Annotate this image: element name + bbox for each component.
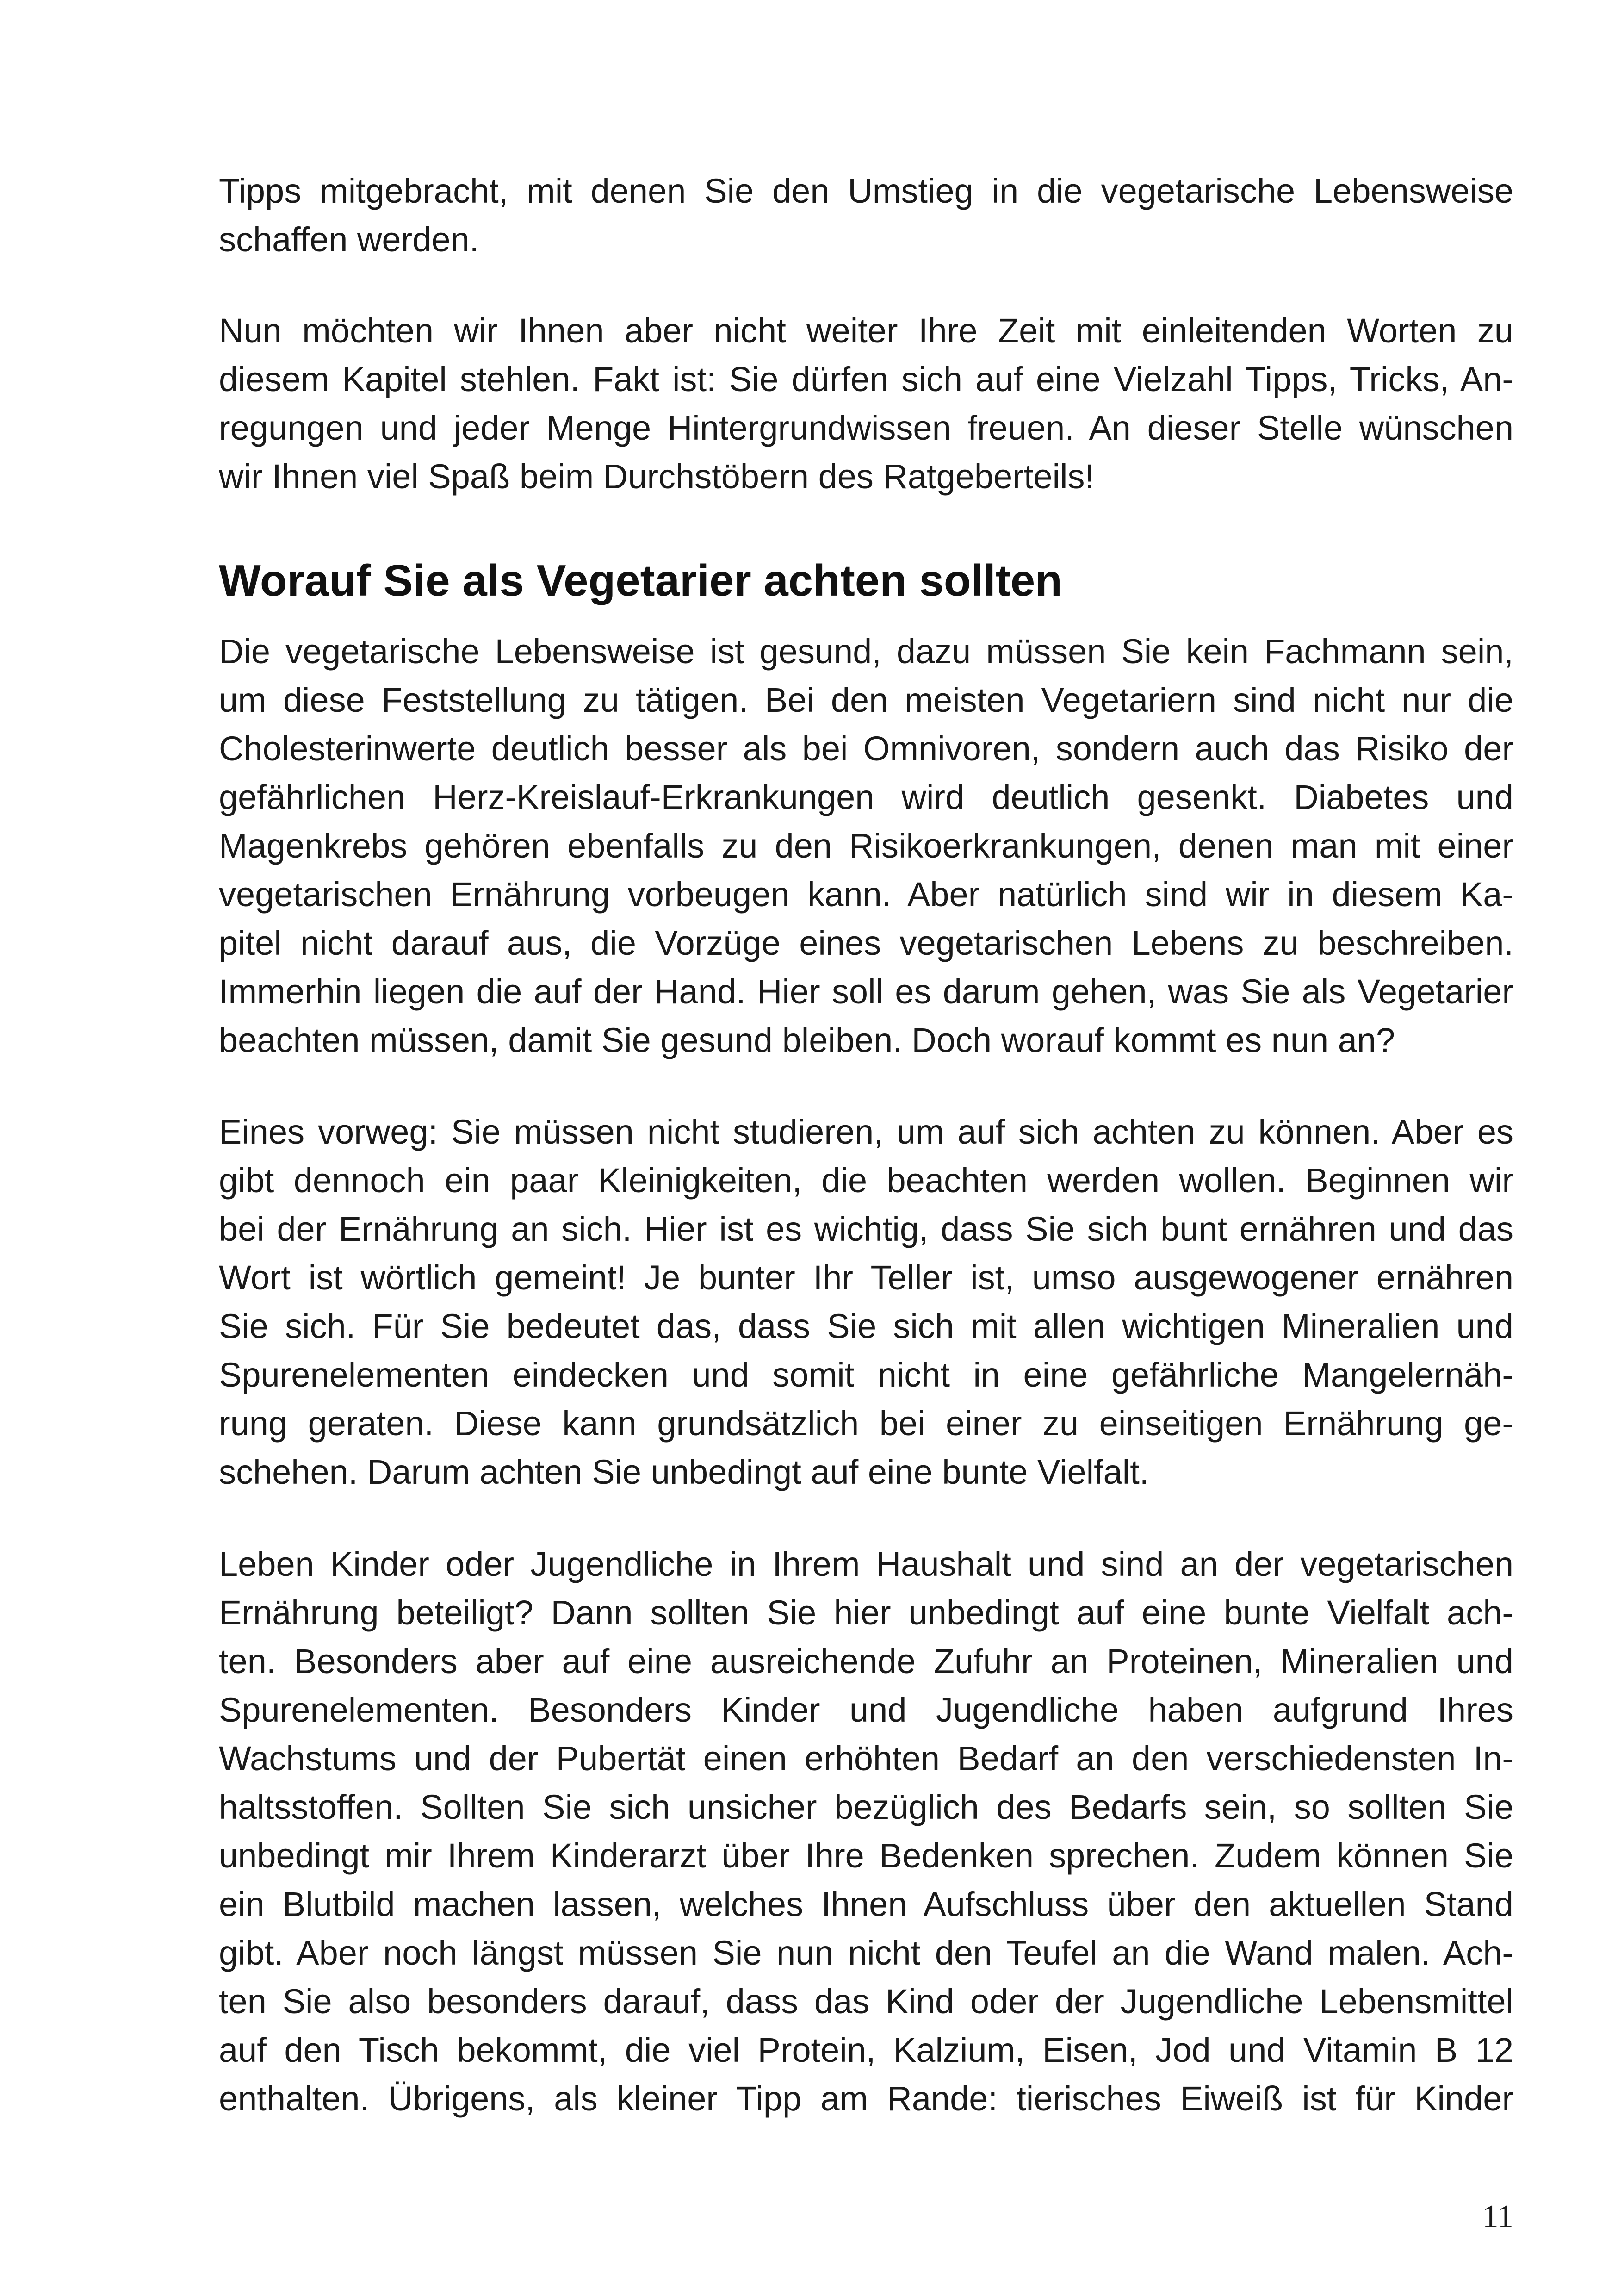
text-line: vegetarischen Ernährung vorbeugen kann. Aber natürlich sind wir in diesem Ka- [219,875,1513,914]
text-line: Leben Kinder oder Jugendliche in Ihrem Haushalt und sind an der vegetarischen [219,1545,1513,1583]
text-line: Ernährung beteiligt? Dann sollten Sie hier unbedingt auf eine bunte Vielfalt ach- [219,1593,1513,1632]
text-line: Immerhin liegen die auf der Hand. Hier soll es darum gehen, was Sie als Vegetarier [219,972,1513,1011]
text-line: schaffen werden. [219,220,479,259]
text-line: Sie sich. Für Sie bedeutet das, dass Sie sich mit allen wichtigen Mineralien und [219,1307,1513,1345]
text-line: gefährlichen Herz-Kreislauf-Erkrankungen wird deutlich gesenkt. Diabetes und [219,778,1513,816]
text-line: pitel nicht darauf aus, die Vorzüge eines vegetarischen Lebens zu beschreiben. [219,924,1513,962]
text-line: Nun möchten wir Ihnen aber nicht weiter Ihre Zeit mit einleitenden Worten zu [219,311,1513,350]
text-line: um diese Feststellung zu tätigen. Bei den meisten Vegetariern sind nicht nur die [219,681,1513,719]
text-line: schehen. Darum achten Sie unbedingt auf eine bunte Vielfalt. [219,1453,1149,1491]
text-line: Wachstums und der Pubertät einen erhöhten Bedarf an den verschiedensten In- [219,1739,1513,1778]
text-line: beachten müssen, damit Sie gesund bleiben. Doch worauf kommt es nun an? [219,1021,1395,1059]
text-line: ten. Besonders aber auf eine ausreichende Zufuhr an Proteinen, Mineralien und [219,1642,1513,1680]
text-line: Spurenelementen. Besonders Kinder und Jugendliche haben aufgrund Ihres [219,1691,1513,1729]
page-number: 11 [1482,2199,1513,2234]
text-line: haltsstoffen. Sollten Sie sich unsicher bezüglich des Bedarfs sein, so sollten Sie [219,1788,1513,1826]
text-line: rung geraten. Diese kann grundsätzlich bei einer zu einseitigen Ernährung ge- [219,1404,1513,1443]
text-line: gibt dennoch ein paar Kleinigkeiten, die beachten werden wollen. Beginnen wir [219,1161,1513,1200]
text-line: Eines vorweg: Sie müssen nicht studieren, um auf sich achten zu können. Aber es [219,1113,1513,1151]
text-line: auf den Tisch bekommt, die viel Protein, Kalzium, Eisen, Jod und Vitamin B 12 [219,2031,1513,2069]
text-line: Cholesterinwerte deutlich besser als bei Omnivoren, sondern auch das Risiko der [219,729,1513,768]
section-heading: Worauf Sie als Vegetarier achten sollten [219,556,1062,605]
paragraph-intro-continuation [219,167,1513,264]
text-line: wir Ihnen viel Spaß beim Durchstöbern des Ratgeberteils! [219,457,1095,496]
text-line: enthalten. Übrigens, als kleiner Tipp am Rande: tierisches Eiweiß ist für Kinder [219,2079,1513,2118]
text-line: ten Sie also besonders darauf, dass das Kind oder der Jugendliche Lebensmittel [219,1982,1513,2021]
text-line: Wort ist wörtlich gemeint! Je bunter Ihr Teller ist, umso ausgewogener ernähren [219,1258,1513,1297]
text-line: gibt. Aber noch längst müssen Sie nun nicht den Teufel an die Wand malen. Ach- [219,1934,1513,1972]
text-line: Die vegetarische Lebensweise ist gesund, dazu müssen Sie kein Fachmann sein, [219,632,1513,671]
paragraph-balanced-diet [219,1108,1513,1496]
text-line: regungen und jeder Menge Hintergrundwissen freuen. An dieser Stelle wünschen [219,409,1513,447]
text-line: Tipps mitgebracht, mit denen Sie den Umstieg in die vegetarische Lebensweise [219,172,1513,210]
text-line: unbedingt mir Ihrem Kinderarzt über Ihre Bedenken sprechen. Zudem können Sie [219,1836,1513,1875]
text-line: Spurenelementen eindecken und somit nicht in eine gefährliche Mangelernäh- [219,1356,1513,1394]
paragraph-vegetarian-health [219,627,1513,1064]
paragraph-intro-closing [219,306,1513,501]
text-line: ein Blutbild machen lassen, welches Ihnen Aufschluss über den aktuellen Stand [219,1885,1513,1923]
text-line: diesem Kapitel stehlen. Fakt ist: Sie dürfen sich auf eine Vielzahl Tipps, Tricks, An- [219,360,1513,398]
paragraph-children-nutrition [219,1540,1513,2123]
text-line: Magenkrebs gehören ebenfalls zu den Risikoerkrankungen, denen man mit einer [219,827,1513,865]
text-line: bei der Ernährung an sich. Hier ist es wichtig, dass Sie sich bunt ernähren und das [219,1210,1513,1248]
